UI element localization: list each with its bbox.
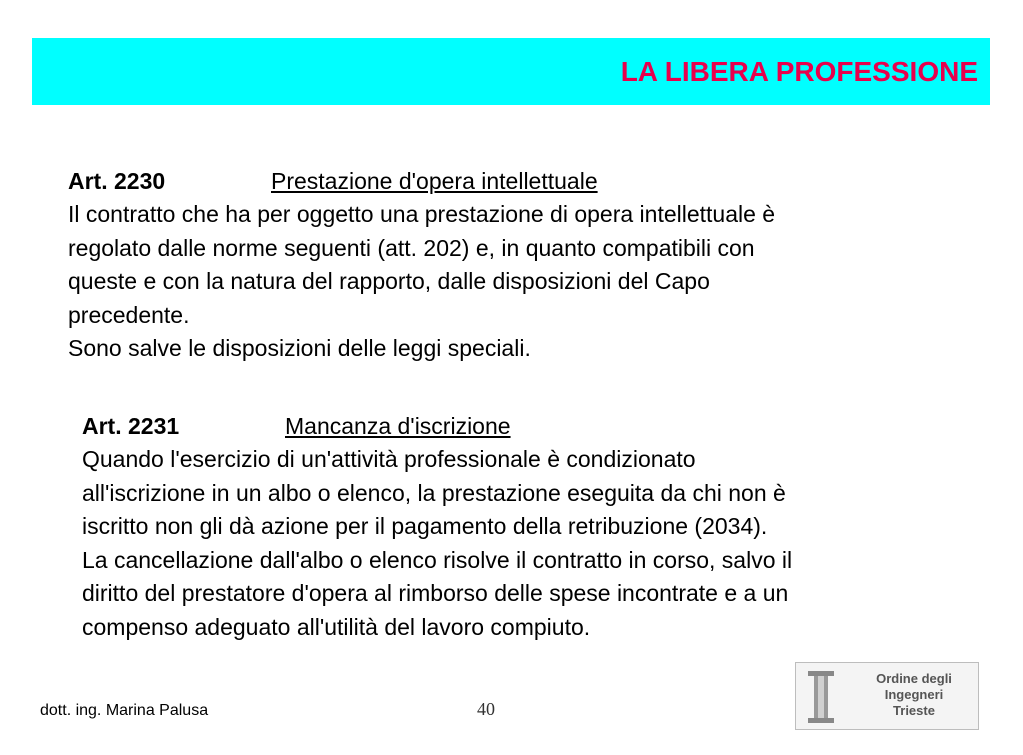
- article-heading: [68, 165, 948, 198]
- title-banner: [32, 38, 990, 105]
- column-logo-icon: [804, 669, 838, 725]
- article-2231: [82, 410, 962, 644]
- logo: [795, 662, 979, 730]
- article-line: iscritto non gli dà azione per il pagamento della retribuzione (2034).: [82, 513, 768, 539]
- footer-author: dott. ing. Marina Palusa: [40, 702, 209, 719]
- article-line: regolato dalle norme seguenti (att. 202) e, in quanto compatibili con: [68, 234, 755, 261]
- article-number: Art. 2230: [68, 168, 166, 194]
- logo-text: [854, 671, 974, 719]
- article-line: Quando l'esercizio di un'attività professionale è condizionato: [82, 446, 696, 472]
- slide-title: LA LIBERA PROFESSIONE: [620, 56, 978, 87]
- article-line: precedente.: [68, 301, 190, 328]
- article-heading: [82, 410, 962, 443]
- article-subtitle: Prestazione d'opera intellettuale: [271, 168, 598, 194]
- article-2230: [68, 165, 948, 366]
- logo-line: Ingegneri: [884, 687, 944, 702]
- logo-line: Trieste: [893, 703, 935, 718]
- article-line: queste e con la natura del rapporto, dalle disposizioni del Capo: [68, 268, 710, 294]
- article-line: La cancellazione dall'albo o elenco risolve il contratto in corso, salvo il: [82, 546, 793, 573]
- article-line: Il contratto che ha per oggetto una prestazione di opera intellettuale è: [68, 201, 776, 227]
- article-line: compenso adeguato all'utilità del lavoro compiuto.: [82, 613, 591, 640]
- logo-line: Ordine degli: [876, 671, 952, 686]
- article-number: Art. 2231: [82, 413, 180, 439]
- article-line: diritto del prestatore d'opera al rimborso delle spese incontrate e a un: [82, 580, 789, 606]
- article-line: Sono salve le disposizioni delle leggi speciali.: [68, 335, 531, 361]
- article-subtitle: Mancanza d'iscrizione: [285, 413, 511, 439]
- article-line: all'iscrizione in un albo o elenco, la prestazione eseguita da chi non è: [82, 479, 786, 506]
- page-number: 40: [477, 699, 495, 719]
